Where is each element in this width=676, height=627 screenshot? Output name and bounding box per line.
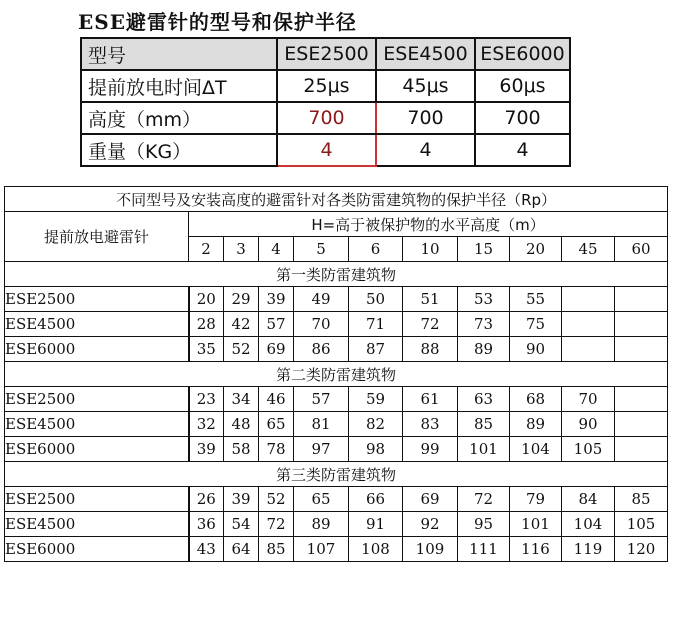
spec-cell: 25μs: [277, 70, 376, 102]
spec-header-row: [81, 38, 570, 70]
spec-table: [80, 37, 571, 167]
radius-cell: [615, 312, 668, 337]
radius-cell: 66: [349, 487, 403, 512]
radius-cell: 120: [615, 537, 668, 562]
radius-cell: [562, 312, 615, 337]
table-row: [5, 487, 668, 512]
height-value: 45: [562, 237, 615, 262]
category-title: 第三类防雷建筑物: [5, 462, 668, 487]
radius-cell: 48: [224, 412, 259, 437]
radius-cell: 85: [458, 412, 510, 437]
radius-cell: [615, 337, 668, 362]
radius-cell: 82: [349, 412, 403, 437]
radius-cell: 50: [349, 287, 403, 312]
radius-caption-row: [5, 187, 668, 212]
radius-cell: 97: [294, 437, 349, 462]
spec-cell: 4: [376, 134, 475, 166]
spec-cell: 4: [277, 134, 376, 166]
height-value: 15: [458, 237, 510, 262]
spec-cell: 700: [277, 102, 376, 134]
model-name: ESE6000: [5, 537, 189, 562]
radius-cell: 52: [259, 487, 294, 512]
radius-cell: 85: [615, 487, 668, 512]
radius-cell: 116: [510, 537, 562, 562]
radius-cell: 90: [562, 412, 615, 437]
category-row: [5, 262, 668, 287]
radius-cell: 29: [224, 287, 259, 312]
radius-cell: 95: [458, 512, 510, 537]
table-row: [5, 387, 668, 412]
radius-cell: 57: [259, 312, 294, 337]
table-row: [5, 437, 668, 462]
table-caption: 不同型号及安装高度的避雷针对各类防雷建筑物的保护半径（Rp）: [5, 187, 668, 212]
radius-cell: [562, 337, 615, 362]
radius-cell: 72: [259, 512, 294, 537]
table-row: [5, 312, 668, 337]
radius-cell: 108: [349, 537, 403, 562]
radius-cell: 71: [349, 312, 403, 337]
radius-cell: 104: [562, 512, 615, 537]
radius-cell: 28: [189, 312, 224, 337]
table-row: [5, 412, 668, 437]
category-title: 第一类防雷建筑物: [5, 262, 668, 287]
radius-cell: 65: [294, 487, 349, 512]
row-header-label: 提前放电避雷针: [5, 212, 189, 262]
radius-cell: 39: [189, 437, 224, 462]
model-name: ESE2500: [5, 387, 189, 412]
radius-cell: 53: [458, 287, 510, 312]
radius-cell: 105: [562, 437, 615, 462]
spec-row-label: 重量（KG）: [81, 134, 277, 166]
radius-cell: 39: [224, 487, 259, 512]
radius-cell: 78: [259, 437, 294, 462]
height-value: 60: [615, 237, 668, 262]
radius-cell: 35: [189, 337, 224, 362]
height-header-row: [5, 212, 668, 237]
radius-cell: 59: [349, 387, 403, 412]
spec-cell: 700: [475, 102, 570, 134]
radius-cell: 72: [403, 312, 458, 337]
radius-cell: 101: [510, 512, 562, 537]
spec-cell: 700: [376, 102, 475, 134]
radius-cell: 86: [294, 337, 349, 362]
table-row: [5, 512, 668, 537]
spec-row: [81, 134, 570, 166]
table-row: [5, 337, 668, 362]
radius-cell: 89: [294, 512, 349, 537]
table-row: [5, 537, 668, 562]
model-name: ESE2500: [5, 487, 189, 512]
radius-cell: 65: [259, 412, 294, 437]
spec-header-model: ESE6000: [475, 38, 570, 70]
height-value: 5: [294, 237, 349, 262]
radius-cell: 49: [294, 287, 349, 312]
radius-cell: [615, 412, 668, 437]
radius-cell: 75: [510, 312, 562, 337]
radius-cell: 34: [224, 387, 259, 412]
radius-cell: 43: [189, 537, 224, 562]
radius-cell: [562, 287, 615, 312]
spec-header-label: 型号: [81, 38, 277, 70]
radius-cell: 107: [294, 537, 349, 562]
height-value: 3: [224, 237, 259, 262]
radius-cell: 64: [224, 537, 259, 562]
radius-cell: [615, 287, 668, 312]
spec-header-model: ESE2500: [277, 38, 376, 70]
radius-cell: [615, 387, 668, 412]
radius-cell: 46: [259, 387, 294, 412]
model-name: ESE2500: [5, 287, 189, 312]
radius-cell: 58: [224, 437, 259, 462]
table-row: [5, 287, 668, 312]
spec-cell: 45μs: [376, 70, 475, 102]
spec-cell: 60μs: [475, 70, 570, 102]
category-row: [5, 462, 668, 487]
radius-cell: 92: [403, 512, 458, 537]
radius-cell: 36: [189, 512, 224, 537]
radius-cell: 51: [403, 287, 458, 312]
radius-cell: 68: [510, 387, 562, 412]
radius-cell: 54: [224, 512, 259, 537]
height-value: 6: [349, 237, 403, 262]
radius-cell: [615, 437, 668, 462]
radius-table: [4, 186, 668, 562]
radius-cell: 26: [189, 487, 224, 512]
category-title: 第二类防雷建筑物: [5, 362, 668, 387]
spec-cell: 4: [475, 134, 570, 166]
category-row: [5, 362, 668, 387]
radius-cell: 55: [510, 287, 562, 312]
radius-cell: 69: [259, 337, 294, 362]
radius-cell: 105: [615, 512, 668, 537]
radius-cell: 109: [403, 537, 458, 562]
height-value: 10: [403, 237, 458, 262]
spec-row: [81, 70, 570, 102]
radius-cell: 20: [189, 287, 224, 312]
page-title: ESE避雷针的型号和保护半径: [78, 10, 357, 34]
radius-cell: 91: [349, 512, 403, 537]
radius-cell: 101: [458, 437, 510, 462]
radius-cell: 119: [562, 537, 615, 562]
radius-cell: 42: [224, 312, 259, 337]
radius-cell: 39: [259, 287, 294, 312]
radius-cell: 57: [294, 387, 349, 412]
radius-cell: 89: [458, 337, 510, 362]
model-name: ESE4500: [5, 312, 189, 337]
radius-cell: 73: [458, 312, 510, 337]
radius-cell: 104: [510, 437, 562, 462]
height-value: 4: [259, 237, 294, 262]
radius-cell: 23: [189, 387, 224, 412]
radius-cell: 69: [403, 487, 458, 512]
radius-cell: 61: [403, 387, 458, 412]
radius-cell: 70: [562, 387, 615, 412]
model-name: ESE4500: [5, 412, 189, 437]
radius-cell: 72: [458, 487, 510, 512]
radius-cell: 63: [458, 387, 510, 412]
radius-cell: 70: [294, 312, 349, 337]
radius-cell: 87: [349, 337, 403, 362]
radius-cell: 85: [259, 537, 294, 562]
radius-cell: 84: [562, 487, 615, 512]
radius-cell: 32: [189, 412, 224, 437]
radius-cell: 79: [510, 487, 562, 512]
radius-cell: 111: [458, 537, 510, 562]
radius-cell: 99: [403, 437, 458, 462]
model-name: ESE6000: [5, 437, 189, 462]
spec-row-label: 提前放电时间ΔT: [81, 70, 277, 102]
height-value: 20: [510, 237, 562, 262]
radius-cell: 52: [224, 337, 259, 362]
model-name: ESE4500: [5, 512, 189, 537]
model-name: ESE6000: [5, 337, 189, 362]
radius-cell: 90: [510, 337, 562, 362]
spec-header-model: ESE4500: [376, 38, 475, 70]
height-value: 2: [189, 237, 224, 262]
radius-cell: 89: [510, 412, 562, 437]
radius-cell: 88: [403, 337, 458, 362]
radius-cell: 83: [403, 412, 458, 437]
radius-cell: 98: [349, 437, 403, 462]
spec-row: [81, 102, 570, 134]
height-header: H=高于被保护物的水平高度（m）: [189, 212, 668, 237]
spec-row-label: 高度（mm）: [81, 102, 277, 134]
radius-cell: 81: [294, 412, 349, 437]
